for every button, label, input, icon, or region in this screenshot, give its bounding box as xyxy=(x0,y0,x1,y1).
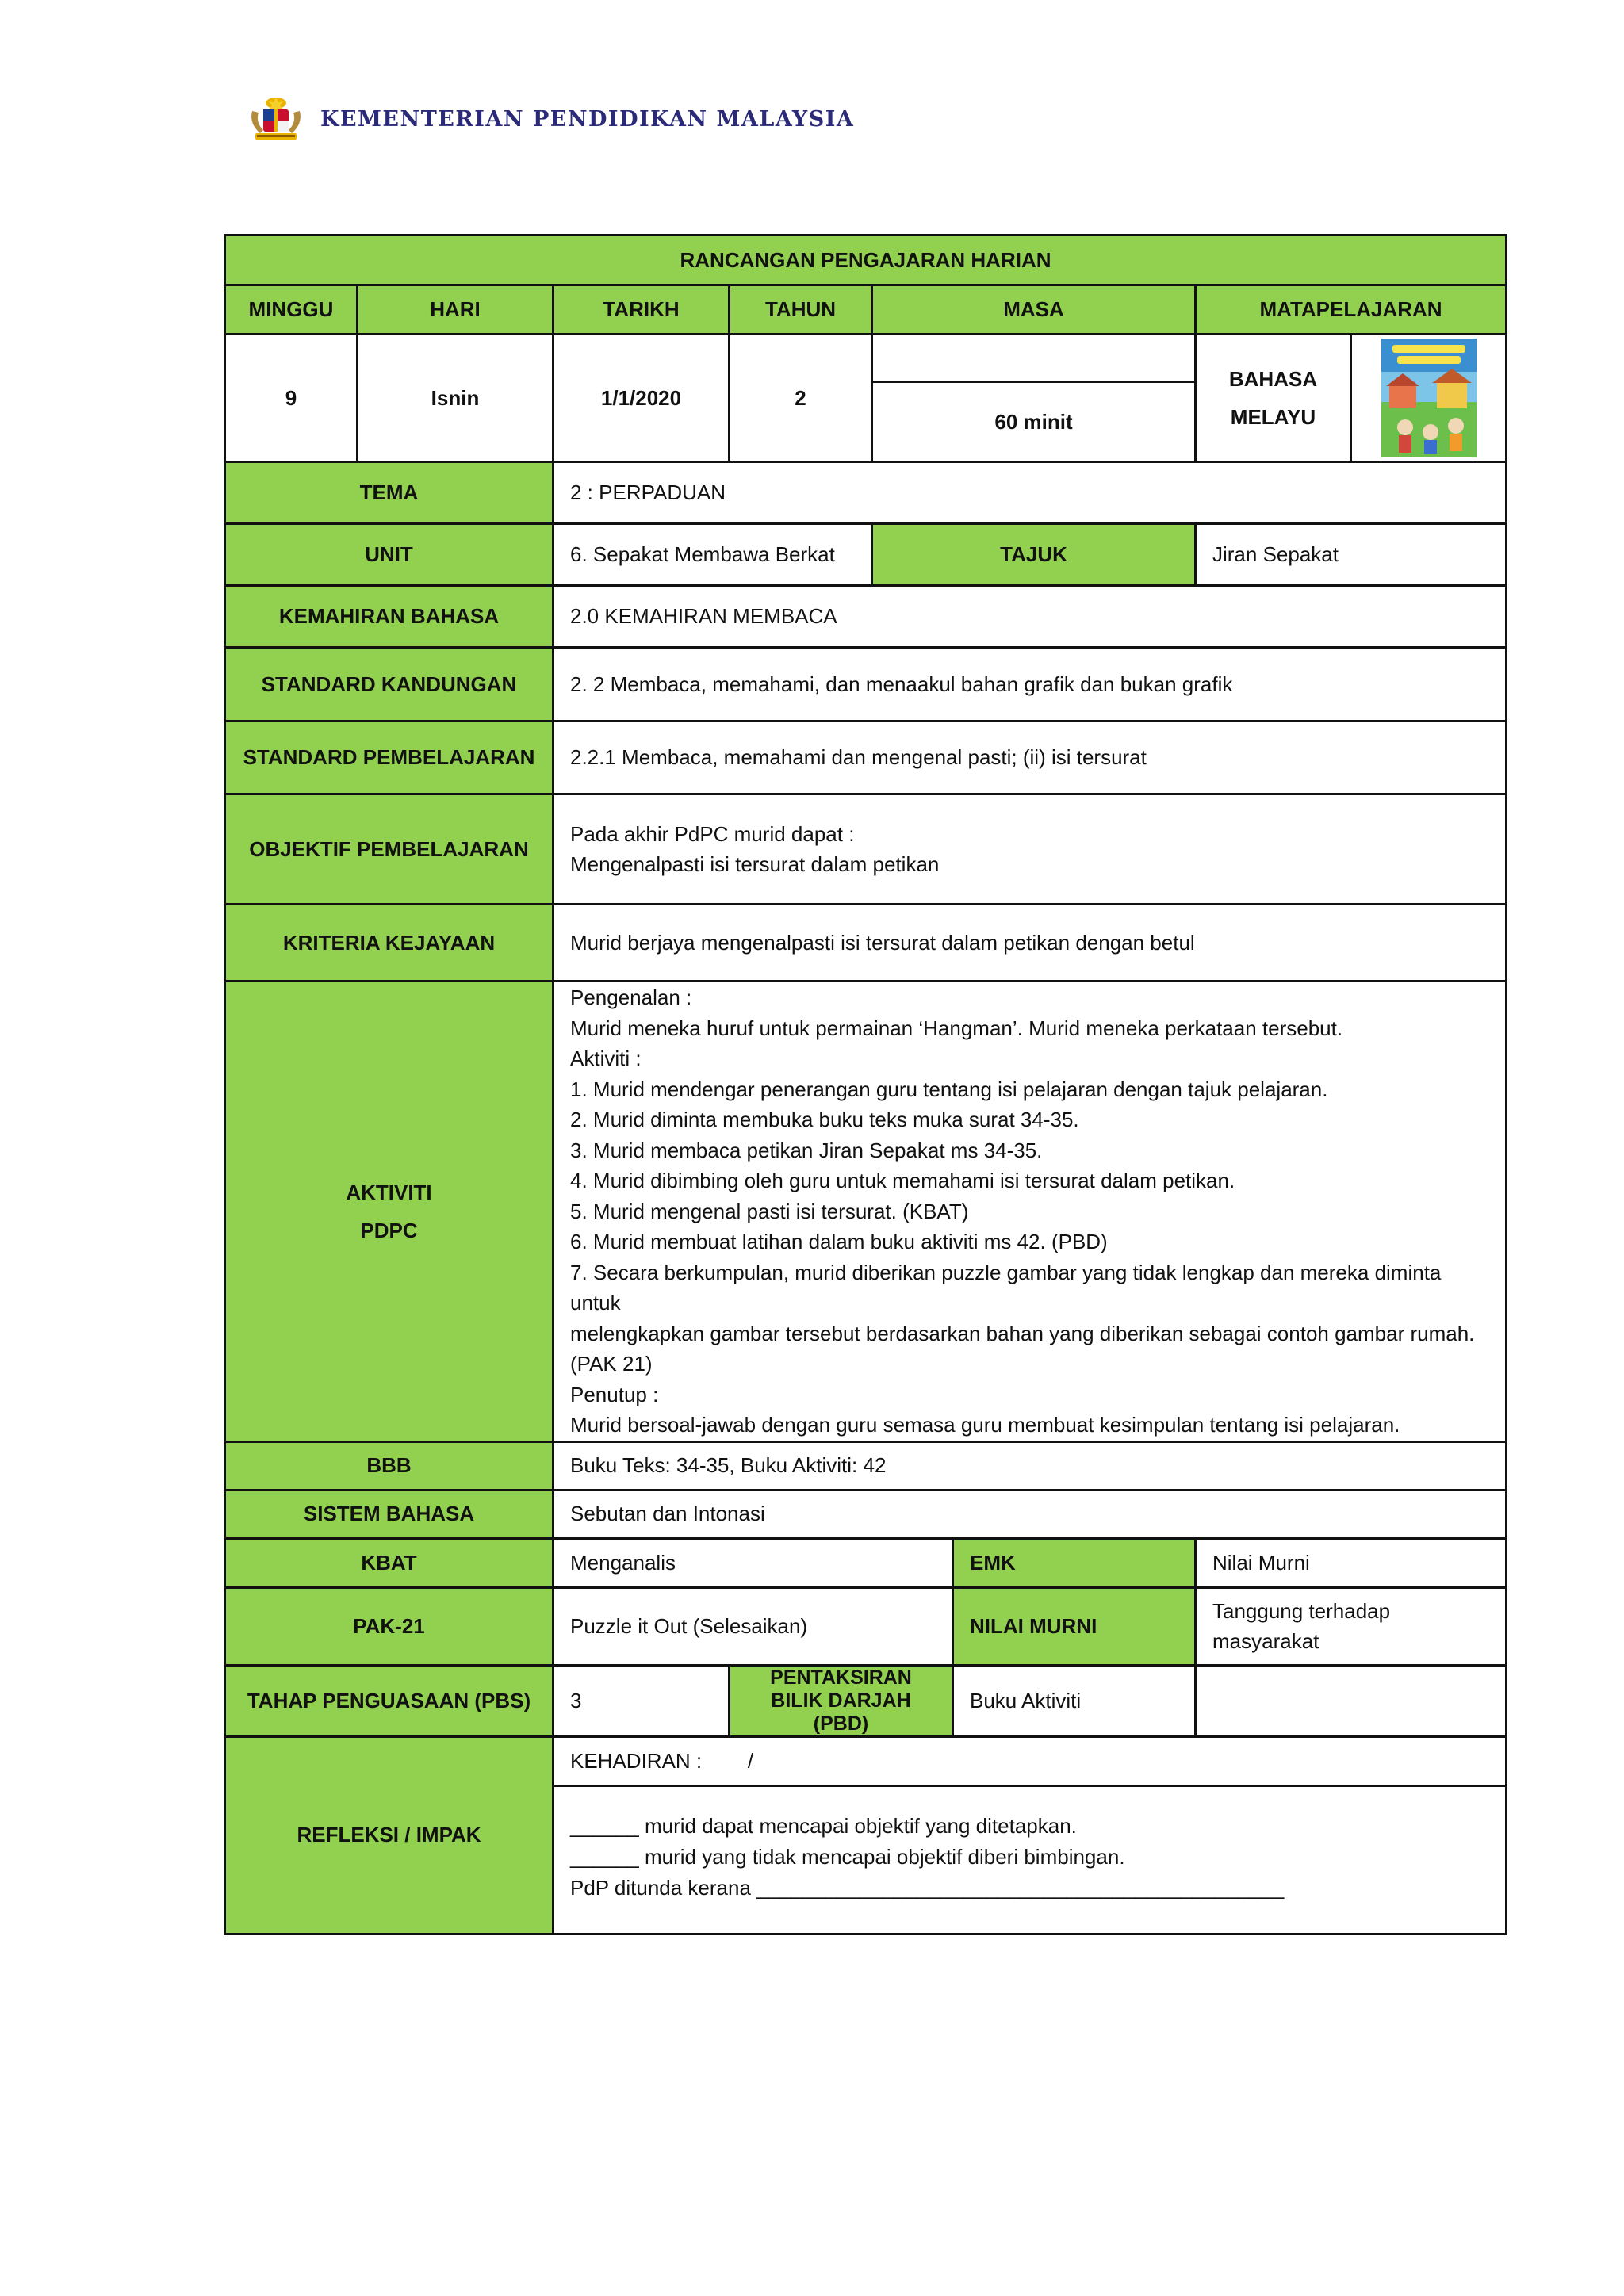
sistem-label: SISTEM BAHASA xyxy=(225,1490,553,1538)
refleksi-line: ______ murid dapat mencapai objektif yang ditetapkan. xyxy=(570,1813,1077,1838)
kriteria-label: KRITERIA KEJAYAAN xyxy=(225,905,553,982)
tahap-value: 3 xyxy=(553,1665,730,1736)
pbd-value: Buku Aktiviti xyxy=(953,1665,1196,1736)
refleksi-value xyxy=(553,1736,1507,1934)
aktiviti-label-line-1: AKTIVITI xyxy=(346,1180,432,1204)
kemahiran-row xyxy=(225,586,1507,648)
pbd-label: PENTAKSIRAN BILIK DARJAH (PBD) xyxy=(730,1665,953,1736)
aktiviti-line: Murid meneka huruf untuk permainan ‘Hangman’. Murid meneka perkataan tersebut. xyxy=(570,1016,1343,1040)
sp-value: 2.2.1 Membaca, memahami dan mengenal pasti; (ii) isi tersurat xyxy=(553,721,1507,794)
objektif-line: Mengenalpasti isi tersurat dalam petikan xyxy=(570,852,940,876)
header-row xyxy=(225,285,1507,335)
aktiviti-line: 3. Murid membaca petikan Jiran Sepakat ms 34-35. xyxy=(570,1138,1043,1162)
objektif-value xyxy=(553,794,1507,905)
nilai-murni-label: NILAI MURNI xyxy=(953,1587,1196,1665)
aktiviti-line: 2. Murid diminta membuka buku teks muka surat 34-35. xyxy=(570,1108,1079,1131)
tema-row xyxy=(225,462,1507,524)
tahap-row xyxy=(225,1665,1507,1736)
info-row xyxy=(225,335,1507,462)
tahap-label: TAHAP PENGUASAAN (PBS) xyxy=(225,1665,553,1736)
unit-label: UNIT xyxy=(225,524,553,586)
nilai-murni-line: masyarakat xyxy=(1212,1629,1320,1653)
subject-line-1: BAHASA xyxy=(1228,367,1318,391)
objektif-label: OBJEKTIF PEMBELAJARAN xyxy=(225,794,553,905)
sistem-bahasa-row xyxy=(225,1490,1507,1538)
aktiviti-row xyxy=(225,982,1507,1442)
aktiviti-line: 1. Murid mendengar penerangan guru tentang isi pelajaran dengan tajuk pelajaran. xyxy=(570,1077,1328,1101)
tarikh-value: 1/1/2020 xyxy=(553,335,730,462)
masa-cell xyxy=(872,335,1196,462)
pak21-value: Puzzle it Out (Selesaikan) xyxy=(553,1587,953,1665)
header-hari: HARI xyxy=(358,285,553,335)
aktiviti-line: Penutup : xyxy=(570,1382,659,1406)
kbat-value: Menganalis xyxy=(553,1538,953,1587)
pbd-extra xyxy=(1196,1665,1507,1736)
refleksi-line: PdP ditunda kerana ______________________________________________ xyxy=(570,1875,1285,1900)
header-tahun: TAHUN xyxy=(730,285,872,335)
aktiviti-line: 4. Murid dibimbing oleh guru untuk memahami isi tersurat dalam petikan. xyxy=(570,1169,1235,1192)
objektif-line: Pada akhir PdPC murid dapat : xyxy=(570,821,855,846)
objektif-row xyxy=(225,794,1507,905)
subject-line-2: MELAYU xyxy=(1230,405,1316,429)
lesson-plan-table xyxy=(224,234,1507,1935)
kehadiran-field: KEHADIRAN : / xyxy=(554,1738,1505,1787)
aktiviti-line: 7. Secara berkumpulan, murid diberikan puzzle gambar yang tidak lengkap dan mereka diminta untuk xyxy=(570,1260,1442,1314)
refleksi-row xyxy=(225,1736,1507,1934)
aktiviti-value xyxy=(553,982,1507,1442)
tajuk-label: TAJUK xyxy=(872,524,1196,586)
nilai-murni-line: Tanggung terhadap xyxy=(1212,1598,1391,1623)
kriteria-value: Murid berjaya mengenalpasti isi tersurat dalam petikan dengan betul xyxy=(553,905,1507,982)
standard-pembelajaran-row xyxy=(225,721,1507,794)
refleksi-notes xyxy=(554,1787,1505,1933)
header-matapelajaran: MATAPELAJARAN xyxy=(1196,285,1507,335)
aktiviti-line: (PAK 21) xyxy=(570,1352,653,1376)
tema-label: TEMA xyxy=(225,462,553,524)
kemahiran-label: KEMAHIRAN BAHASA xyxy=(225,586,553,648)
masa-blank xyxy=(873,335,1194,383)
aktiviti-line: 6. Murid membuat latihan dalam buku aktiviti ms 42. (PBD) xyxy=(570,1230,1108,1253)
kriteria-row xyxy=(225,905,1507,982)
aktiviti-line: Murid bersoal-jawab dengan guru semasa guru membuat kesimpulan tentang isi pelajaran. xyxy=(570,1413,1400,1437)
header-tarikh: TARIKH xyxy=(553,285,730,335)
aktiviti-line: Pengenalan : xyxy=(570,985,692,1009)
tahun-value: 2 xyxy=(730,335,872,462)
kbat-label: KBAT xyxy=(225,1538,553,1587)
pak21-row xyxy=(225,1587,1507,1665)
textbook-cover-icon xyxy=(1381,339,1477,457)
emk-value: Nilai Murni xyxy=(1196,1538,1507,1587)
refleksi-label: REFLEKSI / IMPAK xyxy=(225,1736,553,1934)
nilai-murni-value xyxy=(1196,1587,1507,1665)
aktiviti-line: Aktiviti : xyxy=(570,1047,642,1070)
sp-label: STANDARD PEMBELAJARAN xyxy=(225,721,553,794)
ministry-name: KEMENTERIAN PENDIDIKAN MALAYSIA xyxy=(320,106,855,132)
unit-value: 6. Sepakat Membawa Berkat xyxy=(553,524,872,586)
minggu-value: 9 xyxy=(225,335,358,462)
hari-value: Isnin xyxy=(358,335,553,462)
pak21-label: PAK-21 xyxy=(225,1587,553,1665)
plan-title: RANCANGAN PENGAJARAN HARIAN xyxy=(225,235,1507,285)
aktiviti-label-line-2: PDPC xyxy=(360,1218,418,1242)
sistem-value: Sebutan dan Intonasi xyxy=(553,1490,1507,1538)
header-minggu: MINGGU xyxy=(225,285,358,335)
kbat-row xyxy=(225,1538,1507,1587)
standard-kandungan-row xyxy=(225,648,1507,721)
kemahiran-value: 2.0 KEMAHIRAN MEMBACA xyxy=(553,586,1507,648)
aktiviti-label xyxy=(225,982,553,1442)
coat-of-arms-icon xyxy=(246,95,306,143)
masa-value: 60 minit xyxy=(994,409,1073,434)
tema-value: 2 : PERPADUAN xyxy=(553,462,1507,524)
book-cover-cell xyxy=(1351,335,1507,462)
bbb-value: Buku Teks: 34-35, Buku Aktiviti: 42 xyxy=(553,1441,1507,1490)
refleksi-line: ______ murid yang tidak mencapai objektif diberi bimbingan. xyxy=(570,1844,1125,1869)
ministry-header xyxy=(246,94,855,144)
header-masa: MASA xyxy=(872,285,1196,335)
bbb-label: BBB xyxy=(225,1441,553,1490)
unit-row xyxy=(225,524,1507,586)
tajuk-value: Jiran Sepakat xyxy=(1196,524,1507,586)
sk-value: 2. 2 Membaca, memahami, dan menaakul bahan grafik dan bukan grafik xyxy=(553,648,1507,721)
subject-cell xyxy=(1196,335,1351,462)
emk-label: EMK xyxy=(953,1538,1196,1587)
bbb-row xyxy=(225,1441,1507,1490)
title-row xyxy=(225,235,1507,285)
sk-label: STANDARD KANDUNGAN xyxy=(225,648,553,721)
aktiviti-line: melengkapkan gambar tersebut berdasarkan bahan yang diberikan sebagai contoh gambar rumah. xyxy=(570,1321,1475,1345)
aktiviti-line: 5. Murid mengenal pasti isi tersurat. (KBAT) xyxy=(570,1199,969,1223)
